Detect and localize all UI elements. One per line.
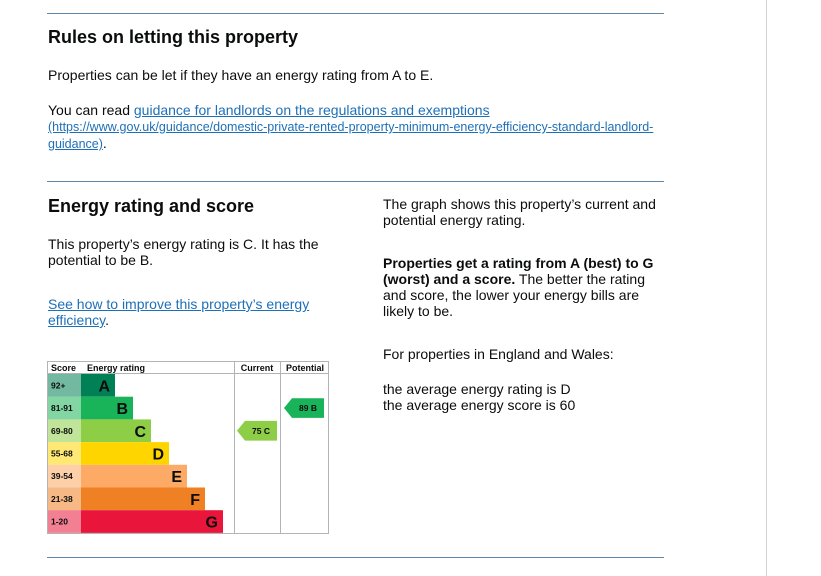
energy-rating-chart	[47, 361, 330, 535]
average-rating: the average energy rating is D	[383, 381, 571, 397]
rating-explanation-rest2: The better the rating	[515, 271, 645, 287]
energy-heading: Energy rating and score	[48, 196, 255, 216]
guidance-link[interactable]	[48, 102, 653, 151]
improve-link-line1: See how to improve this property’s energy	[48, 296, 310, 312]
band-e-letter: E	[171, 469, 182, 487]
band-b-score-label: 81-91	[51, 403, 73, 414]
rating-explanation-bold2: (worst) and a score.	[383, 271, 516, 287]
band-c-score-label: 69-80	[51, 425, 73, 436]
energy-rating-text	[48, 236, 348, 268]
graph-description	[383, 196, 683, 228]
guidance-suffix: .	[102, 135, 107, 151]
current-rating-label: 75 C	[252, 425, 270, 436]
improve-suffix: .	[105, 312, 109, 328]
improve-link[interactable]	[48, 296, 309, 328]
bottom-divider	[47, 557, 664, 558]
chart-header-score: Score	[51, 363, 77, 373]
band-b-letter: B	[116, 401, 128, 419]
rating-explanation-line4: likely to be.	[383, 303, 454, 319]
guidance-link-text: guidance for landlords on the regulations and exemptions	[133, 102, 490, 118]
region-text: For properties in England and Wales:	[383, 346, 614, 362]
energy-rating-line1: This property’s energy rating is C. It has the	[48, 236, 319, 252]
chart-header-current: Current	[240, 363, 274, 373]
band-f-letter: F	[190, 491, 200, 509]
improve-link-line2: efficiency	[48, 312, 106, 328]
rating-explanation-line3: and score, the lower your energy bills are	[383, 287, 640, 303]
average-score: the average energy score is 60	[383, 397, 576, 413]
band-e-score-label: 39-54	[51, 471, 73, 482]
top-divider	[47, 13, 664, 14]
band-g-bar	[81, 510, 223, 533]
graph-line2: potential energy rating.	[383, 212, 526, 228]
band-f-score-label: 21-38	[51, 493, 73, 504]
band-d-score-label: 55-68	[51, 448, 73, 459]
rating-bands	[48, 374, 223, 533]
chart-header-potential: Potential	[285, 363, 325, 373]
guidance-url-line1: (https://www.gov.uk/guidance/domestic-private-rented-property-minimum-energy-efficiency-standard-landlord-	[48, 120, 654, 134]
improve-paragraph	[48, 296, 348, 328]
band-g-score-label: 1-20	[51, 516, 69, 527]
letting-heading: Rules on letting this property	[48, 27, 299, 47]
band-f-bar	[81, 488, 205, 511]
energy-rating-line2: potential to be B.	[48, 252, 154, 268]
band-g-letter: G	[205, 514, 218, 532]
potential-rating-label: 89 B	[299, 403, 317, 414]
band-a-score-label: 92+	[51, 380, 66, 391]
band-c-letter: C	[134, 423, 146, 441]
guidance-prefix: You can read	[48, 102, 134, 118]
graph-line1: The graph shows this property’s current and	[383, 196, 656, 212]
chart-header-rating: Energy rating	[87, 363, 146, 373]
band-d-letter: D	[152, 446, 164, 464]
guidance-url-line2: guidance)	[48, 137, 103, 151]
rating-explanation-bold1: Properties get a rating from A (best) to G	[383, 255, 654, 271]
band-a-letter: A	[98, 378, 110, 396]
rating-explanation	[383, 255, 683, 319]
guidance-paragraph	[48, 102, 668, 152]
middle-divider	[47, 181, 664, 182]
page-side-border	[766, 0, 767, 576]
letting-intro: Properties can be let if they have an energy rating from A to E.	[48, 67, 434, 83]
